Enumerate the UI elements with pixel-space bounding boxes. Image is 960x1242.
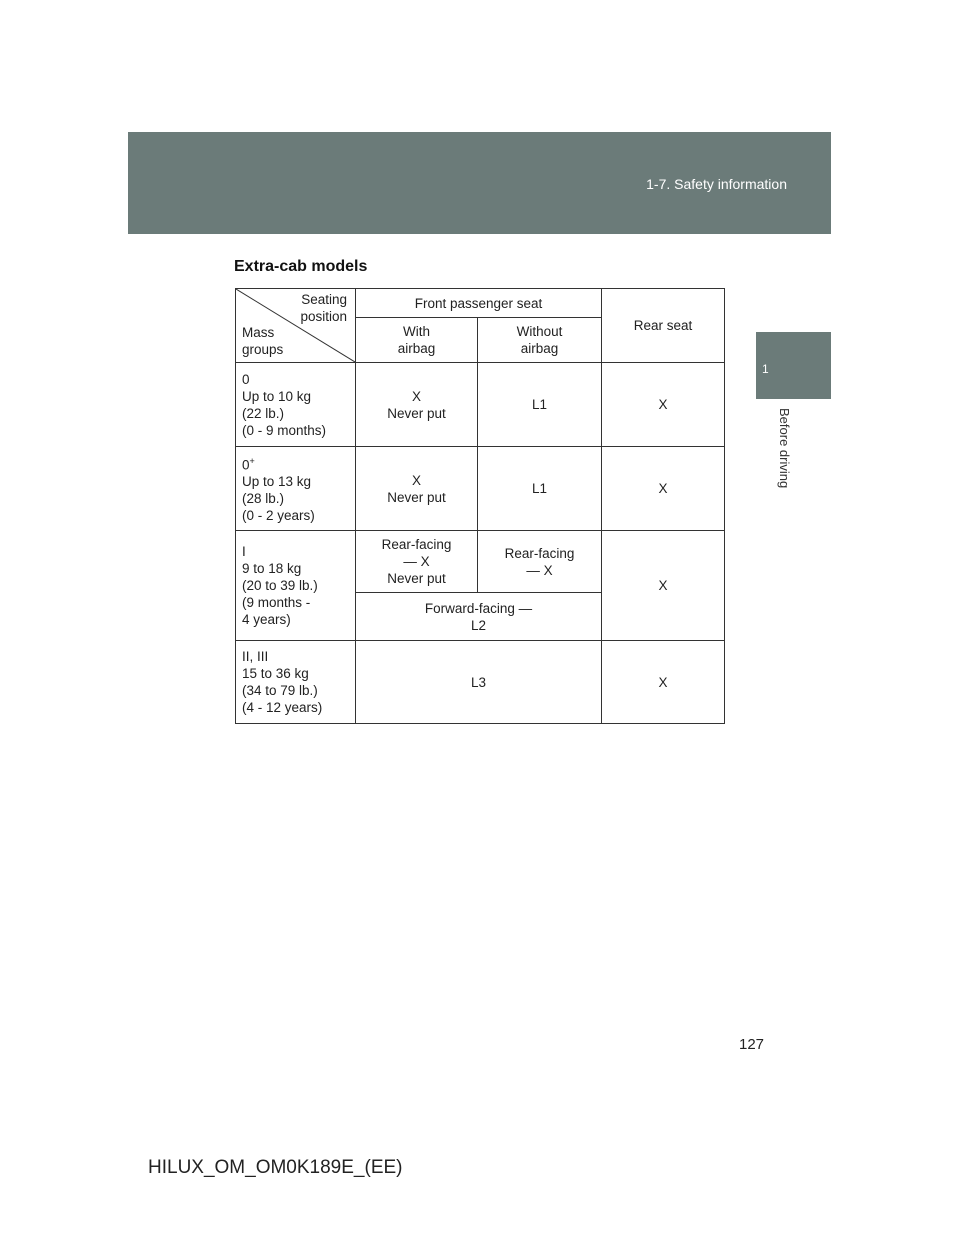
rear-seat-header: Rear seat [602, 289, 725, 363]
rear-seat-cell: X [602, 447, 725, 531]
with-airbag-cell: Rear-facing — X Never put [356, 531, 478, 593]
with-airbag-cell: X Never put [356, 363, 478, 447]
mass-range: 9 to 18 kg (20 to 39 lb.) (9 months - 4 years) [242, 561, 318, 627]
without-airbag-cell: L1 [478, 447, 602, 531]
without-airbag-header: Without airbag [478, 318, 602, 363]
table-row [236, 363, 725, 447]
page-number: 127 [739, 1036, 765, 1053]
with-airbag-cell: X Never put [356, 447, 478, 531]
header-band [128, 132, 831, 234]
group-label: I [242, 544, 246, 559]
rear-seat-cell: X [602, 641, 725, 724]
mass-group-cell [236, 531, 356, 641]
forward-facing-cell: Forward-facing — L2 [356, 593, 602, 641]
rear-seat-cell: X [602, 363, 725, 447]
mass-group-cell [236, 447, 356, 531]
chapter-tab [756, 332, 831, 399]
section-title: 1-7. Safety information [646, 176, 787, 192]
document-code: HILUX_OM_OM0K189E_(EE) [148, 1157, 403, 1178]
group-label: II, III [242, 649, 269, 664]
with-airbag-header: With airbag [356, 318, 478, 363]
group-label: 0 [242, 371, 250, 387]
chapter-number: 1 [762, 362, 769, 376]
without-airbag-cell: Rear-facing — X [478, 531, 602, 593]
rear-seat-cell: X [602, 531, 725, 641]
table-row [236, 447, 725, 531]
front-passenger-seat-header: Front passenger seat [356, 289, 602, 318]
mass-groups-label: Mass groups [242, 325, 284, 357]
mass-group-cell [236, 363, 356, 447]
mass-range: Up to 13 kg (28 lb.) (0 - 2 years) [242, 474, 315, 524]
section-heading: Extra-cab models [234, 258, 368, 275]
chapter-label: Before driving [777, 408, 792, 489]
table-row [236, 641, 725, 724]
mass-range: 15 to 36 kg (34 to 79 lb.) (4 - 12 years) [242, 666, 323, 715]
seating-position-label: Seating position [300, 292, 347, 324]
mass-range: Up to 10 kg (22 lb.) (0 - 9 months) [242, 388, 327, 438]
without-airbag-cell: L1 [478, 363, 602, 447]
child-seat-table [235, 288, 725, 724]
front-seat-cell: L3 [356, 641, 602, 724]
mass-group-cell [236, 641, 356, 724]
table-row [236, 531, 725, 593]
corner-header-cell [236, 289, 356, 363]
group-label: 0+ [242, 455, 255, 473]
